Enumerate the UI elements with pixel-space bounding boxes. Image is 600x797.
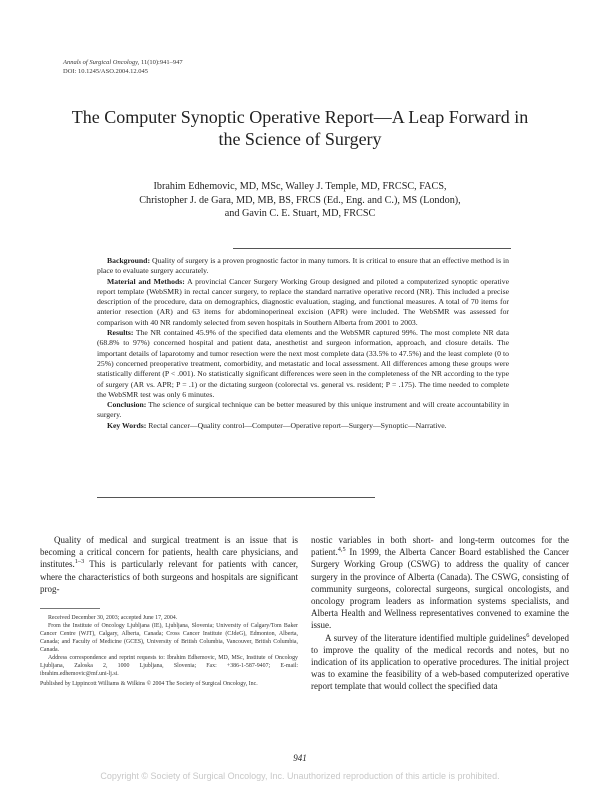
abstract-top-rule bbox=[233, 248, 511, 249]
body-column-right bbox=[311, 534, 569, 693]
footnote-rule bbox=[40, 608, 100, 609]
footnote-address: Address correspondence and reprint requests to: Ibrahim Edhemovic, MD, MSc, Institute of Oncology Ljubljana, Zaloska 2, 1000 Ljubljana, Slovenia; Fax: +386-1-587-9407; E-mail: ibrahim.edhemovic@mf.uni-lj.si. bbox=[40, 655, 298, 677]
abstract-results: Results: The NR contained 45.9% of the specified data elements and the WebSMR captured 99%. The most complete NR data (68.8% to 97%) concerned hospital and patient data, anesthetist and surgeon information, approach, and closure details. The important details of laparotomy and tumor resection were the next most complete data (33.5% to 47.5%) and the least complete (0 to 25%) concerned preoperative treatment, comorbidity, and metastatic and local assessment. All differences among these groups were statistically different (P < .001). No statistically significant differences were seen in the completeness of the NR according to the type of surgery (AR vs. APR; P = .1) or the dictating surgeon (colorectal vs. general vs. resident; P = .175). The time needed to complete the WebSMR test was only 6 minutes. bbox=[97, 328, 509, 399]
journal-header bbox=[63, 58, 183, 76]
author-list bbox=[80, 180, 520, 221]
abstract-keywords: Key Words: Rectal cancer—Quality control—Computer—Operative report—Surgery—Synoptic—Narrative. bbox=[107, 420, 447, 430]
body-column-left bbox=[40, 534, 298, 595]
copyright-watermark: Copyright © Society of Surgical Oncology, Inc. Unauthorized reproduction of this article is prohibited. bbox=[100, 771, 500, 781]
authors-line-3: and Gavin C. E. Stuart, MD, FRCSC bbox=[224, 208, 376, 219]
title-line-2: the Science of Surgery bbox=[218, 129, 382, 149]
footnote-affiliations: From the Institute of Oncology Ljubljana (IE), Ljubljana, Slovenia; University of Calgary/Tom Baker Cancer Centre (WJT), Calgary, Alberta, Canada; Cross Cancer Institute (CJdeG), Edmonton, Alberta, Canada; and Faculty of Medicine (GCES), University of British Columbia, Vancouver, British Columbia, Canada. bbox=[40, 623, 298, 653]
intro-paragraph: Quality of medical and surgical treatment is an issue that is becoming a critical concern for patients, health care physicians, and institutes.$^{1-3}$ This is particularly relevant for patients with cancer, where the characteristics of both surgeons and hospitals are significant prog- bbox=[40, 535, 298, 594]
body-paragraph-1: nostic variables in both short- and long-term outcomes for the patient.$^{4,5}$ In 1999, the Alberta Cancer Board established the Cancer Surgery Working Group (CSWG) to address the quality of cancer surgery in the province of Alberta (Canada). The CSWG, consisting of community surgeons, colorectal surgeons, surgical oncologists, and oncology program leaders as information systems specialists, and Alberta Health and Wellness representatives convened to examine the issue. bbox=[311, 535, 569, 631]
abstract bbox=[97, 256, 509, 431]
journal-name: Annals of Surgical Oncology, bbox=[63, 59, 140, 66]
abstract-background: Background: Quality of surgery is a proven prognostic factor in many tumors. It is critical to ensure that an effective method is in place to evaluate surgery accurately. bbox=[97, 256, 509, 276]
footnote-publisher: Published by Lippincott Williams & Wilkins © 2004 The Society of Surgical Oncology, Inc. bbox=[40, 681, 258, 687]
title-line-1: The Computer Synoptic Operative Report—A Leap Forward in bbox=[71, 107, 529, 127]
paper-title bbox=[40, 106, 560, 150]
page-number: 941 bbox=[293, 753, 307, 763]
abstract-methods: Material and Methods: A provincial Cancer Surgery Working Group designed and piloted a computerized synoptic operative report template (WebSMR) in rectal cancer surgery, to replace the standard narrative operative record (NR). This included a precise description of the procedure, data on demographics, diagnostic evaluation, staging, and functional measures. A total of 70 items for anterior resection (AR) and 63 items for abdominoperineal excision (APR) were included. The WebSMR was assessed for comparison with 40 NR randomly selected from seven hospitals in Southern Alberta from 2001 to 2003. bbox=[97, 276, 509, 327]
authors-line-1: Ibrahim Edhemovic, MD, MSc, Walley J. Temple, MD, FRCSC, FACS, bbox=[153, 181, 447, 192]
footnote-received: Received December 30, 2003; accepted June 17, 2004. bbox=[48, 615, 178, 621]
body-paragraph-2: A survey of the literature identified multiple guidelines$^6$ developed to improve the quality of the medical records and notes, but no indication of its application to operative procedures. The initial project was to examine the feasibility of a web-based computerized operative report template that would collect the specified data bbox=[311, 631, 570, 692]
abstract-conclusion: Conclusion: The science of surgical technique can be better measured by this unique instrument and will create accountability in surgery. bbox=[97, 400, 509, 420]
footnotes bbox=[40, 614, 298, 688]
abstract-bottom-rule bbox=[97, 497, 375, 498]
authors-line-2: Christopher J. de Gara, MD, MB, BS, FRCS (Ed., Eng. and C.), MS (London), bbox=[139, 194, 461, 206]
journal-citation: 11(10):941–947 bbox=[140, 59, 183, 66]
doi: DOI: 10.1245/ASO.2004.12.045 bbox=[63, 68, 149, 75]
